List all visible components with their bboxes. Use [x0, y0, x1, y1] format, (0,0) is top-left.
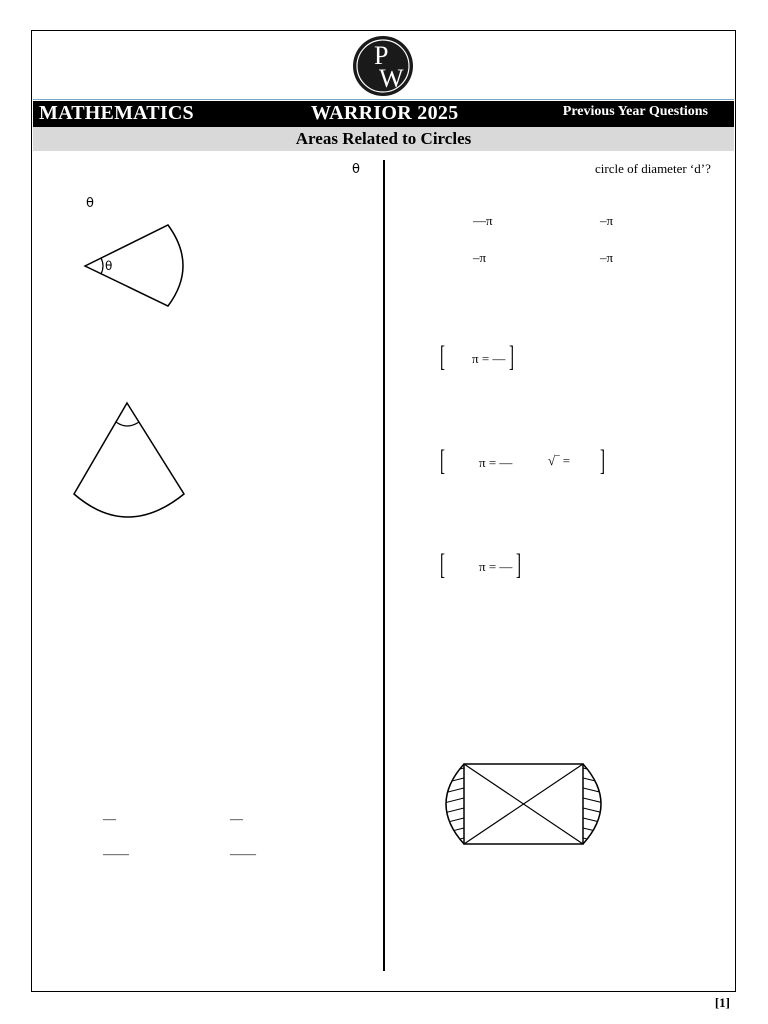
option-a-fraction: — [103, 811, 116, 826]
pw-logo [352, 35, 414, 97]
theta-symbol-label: θ [86, 196, 94, 211]
hint2-left-bracket: [ [440, 444, 445, 477]
question-text-fragment: circle of diameter ‘d’? [595, 161, 711, 176]
hint2-right-bracket: ] [600, 444, 605, 477]
hint1-right-bracket: ] [509, 340, 514, 373]
subject-title: MATHEMATICS [39, 102, 194, 124]
hint2-expression: π = — [479, 455, 513, 470]
option-a: —π [473, 213, 493, 228]
sector-figure-1 [80, 220, 200, 312]
sector-angle-label: θ [105, 259, 113, 273]
option-c: –π [473, 250, 487, 265]
option-c-fraction: —— [103, 846, 129, 861]
hint2-root-expression: √‾ = [548, 453, 571, 468]
hint1-left-bracket: [ [440, 340, 445, 373]
hint3-expression: π = — [479, 559, 513, 574]
header-rule [33, 99, 734, 100]
option-d-fraction: —— [230, 846, 256, 861]
chapter-title: Areas Related to Circles [33, 127, 734, 151]
logo-letter-p: P [374, 41, 389, 70]
page-number: [1] [714, 995, 730, 1010]
column-divider [383, 160, 385, 971]
option-b: –π [600, 213, 614, 228]
theta-symbol-top: θ [352, 162, 360, 177]
logo-letter-w: W [379, 64, 404, 93]
batch-title: WARRIOR 2025 [311, 102, 459, 124]
header-banner [33, 101, 734, 127]
hint3-right-bracket: ] [516, 548, 521, 581]
sector-figure-2 [70, 400, 190, 530]
option-b-fraction: — [230, 811, 243, 826]
series-title: Previous Year Questions [562, 104, 708, 119]
hint1-expression: π = — [472, 351, 506, 366]
option-d: –π [600, 250, 614, 265]
hint3-left-bracket: [ [440, 548, 445, 581]
rectangle-semicircle-figure [440, 760, 608, 850]
